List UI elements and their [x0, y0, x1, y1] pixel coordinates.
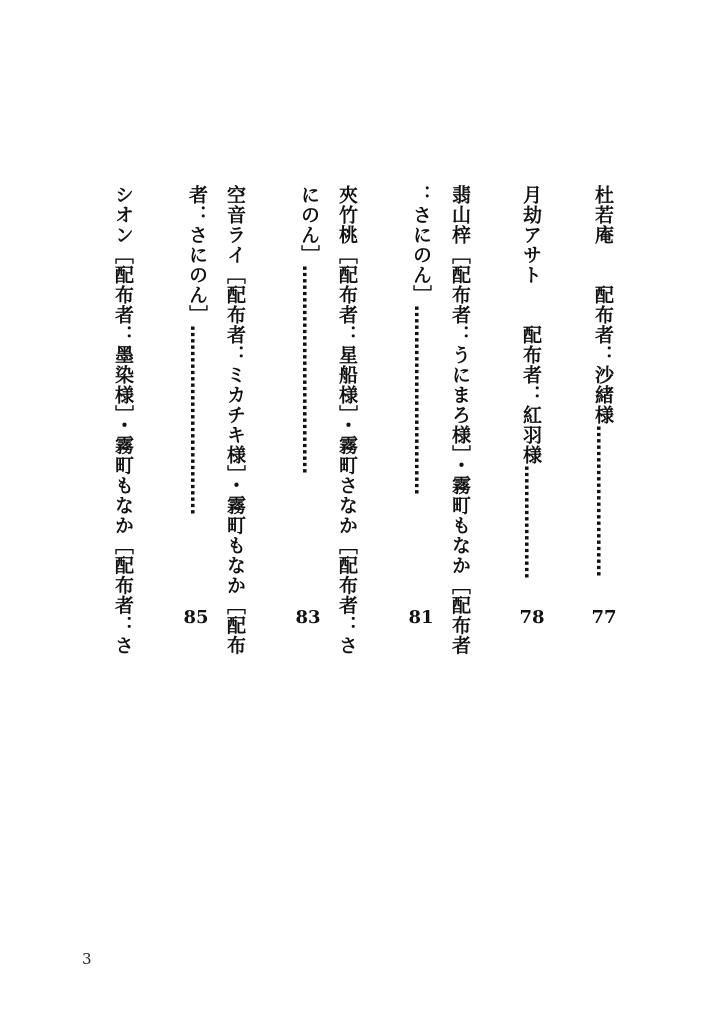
toc-entry-2-leader: ……………… — [520, 465, 542, 579]
toc-entry-5-title-a: 空音ライ［配布者：ミカチキ様］・霧町もなか［配布 — [224, 185, 246, 656]
toc-entry-1-title: 杜若庵 配布者：沙緒様 — [592, 185, 614, 425]
toc-entry-4-title-a: 夾竹桃［配布者：星船様］・霧町さなか［配布者：さ — [336, 185, 358, 656]
toc-entry-2-title: 月劫アサト 配布者：紅羽様 — [520, 185, 542, 465]
toc-entry-5-line-2 — [184, 185, 210, 605]
toc-entry-3-title-b: ：さにのん］ — [410, 185, 432, 305]
toc-entry-2-page[interactable]: 78 — [519, 607, 545, 628]
toc-entry-4-line-2 — [296, 185, 322, 605]
toc-entry-3-line-2 — [408, 185, 434, 605]
toc-entry-1-line-1 — [590, 185, 616, 605]
toc-entry-6-line-1 — [110, 185, 136, 656]
toc-entry-5-leader: ………………………… — [186, 325, 208, 515]
toc-entry-3-title-a: 翡山梓［配布者：うにまろ様］・霧町もなか［配布者 — [449, 185, 471, 656]
page-number: 3 — [82, 950, 92, 968]
toc-entry-6-title-a: シオン［配布者：墨染様］・霧町もなか［配布者：さ — [112, 185, 134, 656]
toc-entry-2-line-1 — [518, 185, 544, 605]
toc-entry-3-page[interactable]: 81 — [408, 607, 434, 628]
toc-entry-4-leader: …………………………… — [298, 265, 320, 474]
toc-entry-3-leader: ………………………… — [410, 305, 432, 495]
toc-entry-5-line-1 — [222, 185, 248, 656]
toc-entry-4-page[interactable]: 83 — [295, 607, 321, 628]
toc-entry-1-page[interactable]: 77 — [591, 607, 617, 628]
toc-entry-5-title-b: 者：さにのん］ — [186, 185, 208, 325]
toc-entry-3-line-1 — [447, 185, 473, 656]
toc-entry-5-page[interactable]: 85 — [183, 607, 209, 628]
toc-entry-4-title-b: にのん］ — [298, 185, 320, 265]
toc-entry-1-leader: …………………… — [592, 425, 614, 577]
toc-entry-4-line-1 — [334, 185, 360, 656]
